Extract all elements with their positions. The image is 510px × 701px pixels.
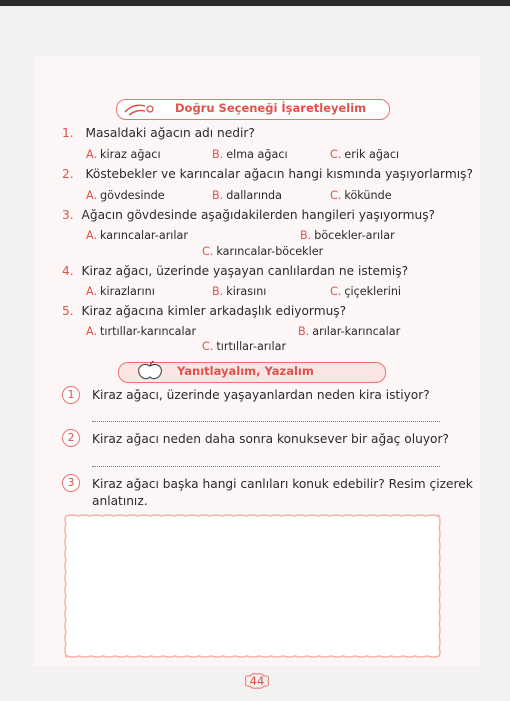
question-text: Kiraz ağacı, üzerinde yaşayanlardan neden kira istiyor? (92, 388, 430, 402)
question-text: Masaldaki ağacın adı nedir? (85, 126, 255, 140)
open-question-2 (92, 432, 449, 446)
section-banner-multiple-choice (116, 99, 390, 120)
option-b[interactable]: B. arılar-karıncalar (298, 325, 401, 338)
option-c[interactable]: C. erik ağacı (330, 148, 400, 161)
option-c[interactable]: C. karıncalar-böcekler (202, 245, 324, 258)
option-b[interactable]: B. dallarında (212, 189, 283, 202)
question-3 (62, 208, 435, 222)
answer-line[interactable] (92, 421, 440, 422)
answer-line[interactable] (92, 466, 440, 467)
question-text-line1: Kiraz ağacı başka hangi canlıları konuk edebilir? Resim çizerek (92, 477, 473, 491)
option-c[interactable]: C. kökünde (330, 189, 392, 202)
section-title: Yanıtlayalım, Yazalım (177, 364, 314, 378)
option-a[interactable]: A. kirazlarını (86, 285, 155, 298)
option-a[interactable]: A. kiraz ağacı (86, 148, 161, 161)
open-question-3-cont (92, 494, 148, 508)
question-text: Kiraz ağacı, üzerinde yaşayan canlılardan ne istemiş? (81, 264, 409, 278)
option-a[interactable]: A. karıncalar-arılar (86, 229, 188, 242)
question-number: 1. (62, 126, 74, 140)
drawing-area[interactable] (62, 512, 443, 660)
open-question-3 (92, 477, 473, 491)
apple-icon (135, 361, 165, 381)
question-text-line2: anlatınız. (92, 494, 148, 508)
question-text: Kiraz ağacı neden daha sonra konuksever bir ağaç oluyor? (92, 432, 449, 446)
section-title: Doğru Seçeneği İşaretleyelim (175, 101, 367, 115)
scan-top-edge (0, 0, 510, 6)
question-text: Kiraz ağacına kimler arkadaşlık ediyormuş? (81, 304, 347, 318)
option-a[interactable]: A. gövdesinde (86, 189, 165, 202)
question-4 (62, 264, 408, 278)
option-b[interactable]: B. kirasını (212, 285, 267, 298)
option-c[interactable]: C. tırtıllar-arılar (202, 340, 287, 353)
question-number: 2. (62, 167, 74, 181)
question-number-circle: 2 (62, 429, 80, 447)
question-1 (62, 126, 255, 140)
question-number-circle: 1 (62, 386, 80, 404)
question-number-circle: 3 (62, 474, 80, 492)
option-c[interactable]: C. çiçeklerini (330, 285, 402, 298)
question-2 (62, 167, 473, 181)
question-number: 4. (62, 264, 74, 278)
question-number: 5. (62, 304, 74, 318)
question-5 (62, 304, 346, 318)
option-a[interactable]: A. tırtıllar-karıncalar (86, 325, 197, 338)
open-question-1 (92, 388, 430, 402)
question-text: Köstebekler ve karıncalar ağacın hangi kısmında yaşıyorlarmış? (85, 167, 473, 181)
page-number: 44 (242, 674, 272, 688)
question-text: Ağacın gövdesinde aşağıdakilerden hangileri yaşıyormuş? (81, 208, 436, 222)
pencil-icon (123, 100, 157, 118)
option-b[interactable]: B. elma ağacı (212, 148, 288, 161)
question-number: 3. (62, 208, 74, 222)
section-banner-answer-write (118, 362, 386, 383)
option-b[interactable]: B. böcekler-arılar (300, 229, 395, 242)
